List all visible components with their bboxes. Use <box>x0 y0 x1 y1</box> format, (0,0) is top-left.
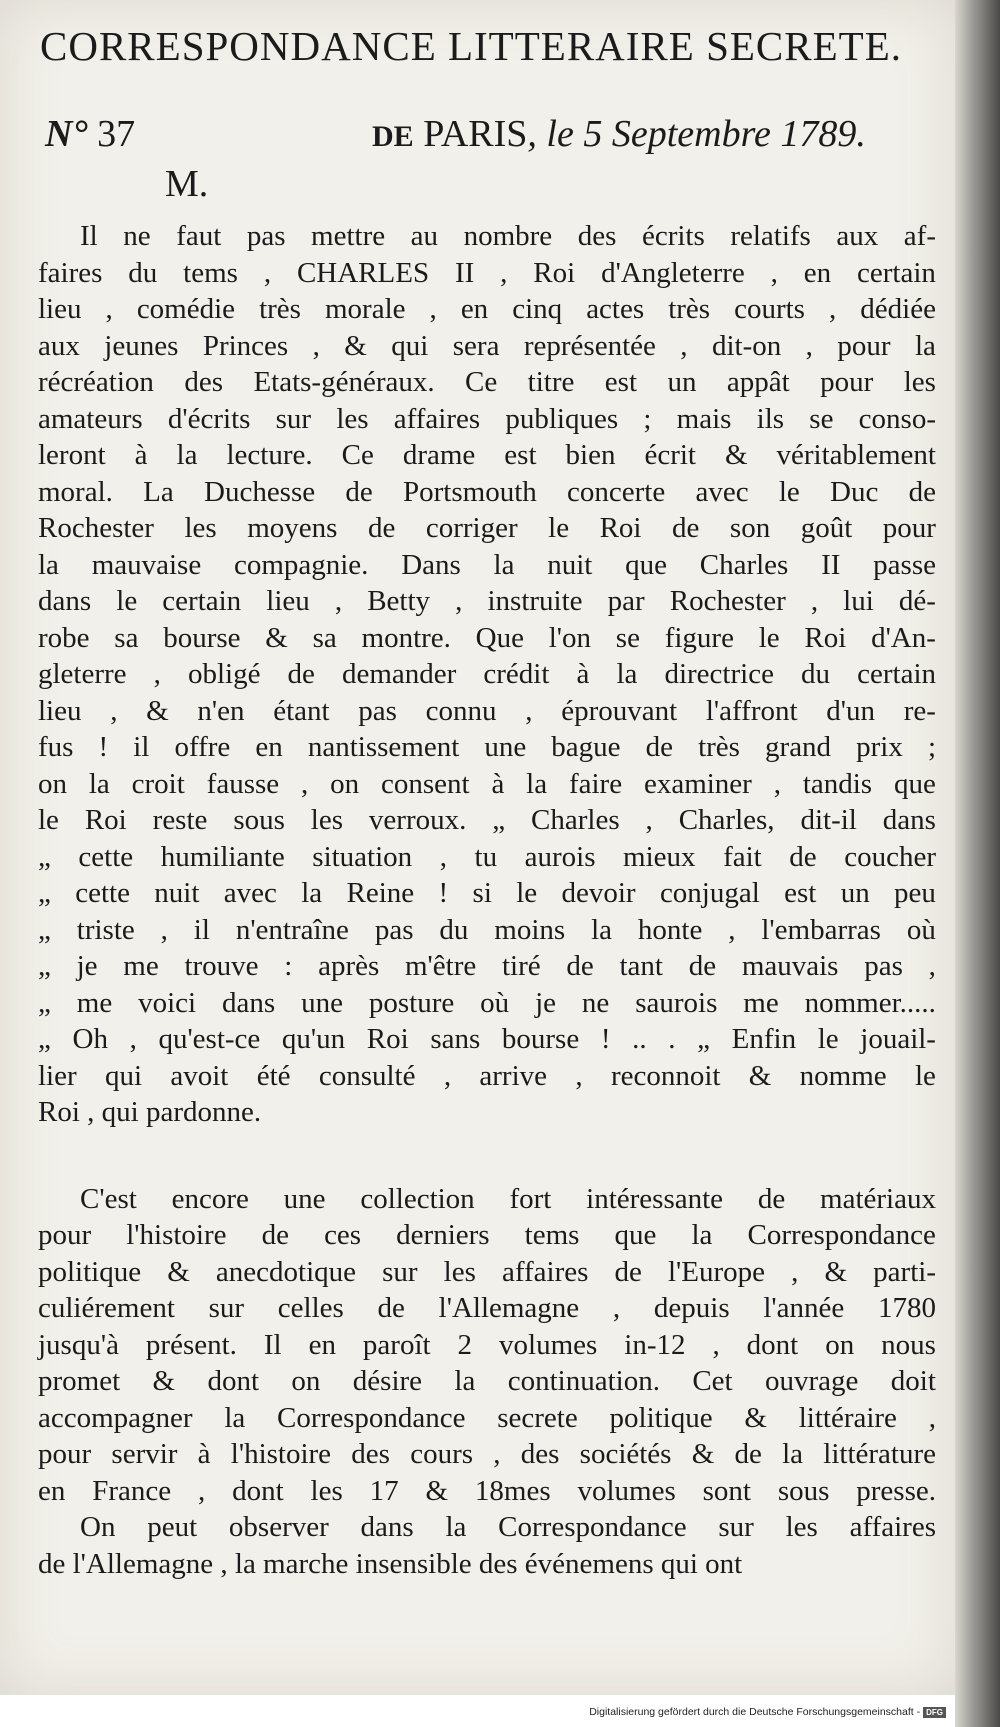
journal-title: CORRESPONDANCE LITTERAIRE SECRETE. <box>40 23 902 69</box>
text-line: on la croit fausse , on consent à la faire examiner , tandis que <box>38 767 936 800</box>
text-line: leront à la lecture. Ce drame est bien écrit & véritablement <box>38 439 936 471</box>
text-line: „ cette nuit avec la Reine ! si le devoir conjugal est un peu <box>38 877 936 909</box>
text-line: politique & anecdotique sur les affaires de l'Europe , & parti- <box>38 1255 936 1288</box>
text-line: amateurs d'écrits sur les affaires publiques ; mais ils se conso- <box>38 402 936 435</box>
page-gutter <box>955 0 1000 1727</box>
issue-number <box>45 112 135 156</box>
text-line: pour servir à l'histoire des cours , des sociétés & de la littérature <box>38 1438 936 1470</box>
text-line: récréation des Etats-généraux. Ce titre est un appât pour les <box>38 366 936 398</box>
text-line: de l'Allemagne , la marche insensible des événemens qui ont <box>38 1547 743 1580</box>
salutation: M. <box>165 163 209 205</box>
credit-text: Digitalisierung gefördert durch die Deutsche Forschungsgemeinschaft - <box>589 1706 921 1718</box>
text-line: culiérement sur celles de l'Allemagne , depuis l'année 1780 <box>38 1292 936 1324</box>
article-body <box>38 218 936 1582</box>
text-line: la mauvaise compagnie. Dans la nuit que Charles II passe <box>38 548 936 581</box>
text-line: aux jeunes Princes , & qui sera représentée , dit-on , pour la <box>38 329 936 362</box>
text-line: „ me voici dans une posture où je ne saurois me nommer..... <box>38 986 936 1019</box>
text-line: dans le certain lieu , Betty , instruite par Rochester , lui dé- <box>38 585 936 617</box>
dateline-date: , le 5 Septembre 1789. <box>527 113 866 155</box>
dateline-de: DE <box>372 120 414 153</box>
text-line: lieu , comédie très morale , en cinq actes très courts , dédiée <box>38 293 936 325</box>
article-correspondance <box>38 1181 936 1583</box>
text-line: en France , dont les 17 & 18mes volumes sont sous presse. <box>38 1474 936 1507</box>
text-line: C'est encore une collection fort intéressante de matériaux <box>80 1182 936 1215</box>
dateline-place: PARIS <box>423 113 528 155</box>
text-line: Il ne faut pas mettre au nombre des écrits relatifs aux af- <box>80 220 936 252</box>
article-charles-ii <box>38 218 936 1131</box>
text-line: moral. La Duchesse de Portsmouth concerte avec le Duc de <box>38 475 936 508</box>
text-line: faires du tems , CHARLES II , Roi d'Angleterre , en certain <box>38 256 936 289</box>
text-line: jusqu'à présent. Il en paroît 2 volumes in-12 , dont on nous <box>38 1328 936 1361</box>
text-line: accompagner la Correspondance secrete politique & littéraire , <box>38 1401 936 1434</box>
text-line: le Roi reste sous les verroux. „ Charles , Charles, dit-il dans <box>38 804 936 836</box>
dateline <box>372 112 866 156</box>
text-line: „ je me trouve : après m'être tiré de tant de mauvais pas , <box>38 950 936 982</box>
text-line: gleterre , obligé de demander crédit à la directrice du certain <box>38 658 936 690</box>
text-line: robe sa bourse & sa montre. Que l'on se figure le Roi d'An- <box>38 621 936 654</box>
text-line: pour l'histoire de ces derniers tems que la Correspondance <box>38 1219 936 1251</box>
text-line: Roi , qui pardonne. <box>38 1096 262 1128</box>
issue-value: 37 <box>97 113 136 155</box>
text-line: lier qui avoit été consulté , arrive , reconnoit & nomme le <box>38 1059 936 1092</box>
text-line: „ triste , il n'entraîne pas du moins la honte , l'embarras où <box>38 913 936 946</box>
text-line: fus ! il offre en nantissement une bague de très grand prix ; <box>38 731 936 763</box>
text-line: Rochester les moyens de corriger le Roi de son goût pour <box>38 512 936 544</box>
text-line: „ Oh , qu'est-ce qu'un Roi sans bourse ! .. . „ Enfin le jouail- <box>38 1023 936 1055</box>
text-line: promet & dont on désire la continuation. Cet ouvrage doit <box>38 1365 936 1397</box>
text-line: „ cette humiliante situation , tu aurois mieux fait de coucher <box>38 840 936 873</box>
paragraph-gap <box>38 1131 936 1181</box>
issue-prefix: N° <box>45 113 88 155</box>
digitization-credit <box>589 1706 946 1718</box>
text-line: On peut observer dans la Correspondance sur les affaires <box>80 1511 936 1543</box>
dfg-logo: DFG <box>923 1707 946 1718</box>
text-line: lieu , & n'en étant pas connu , éprouvant l'affront d'un re- <box>38 694 936 727</box>
